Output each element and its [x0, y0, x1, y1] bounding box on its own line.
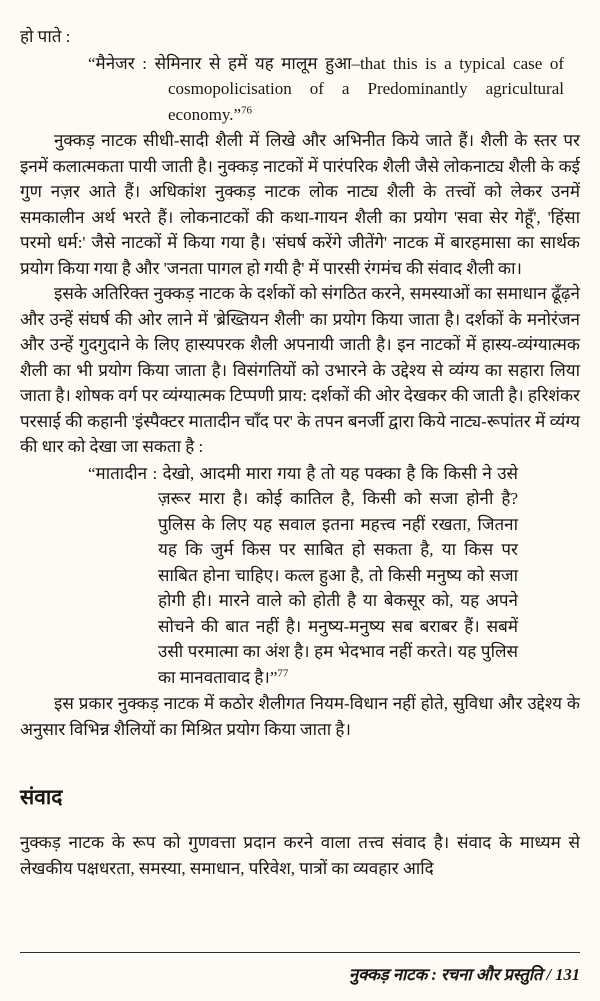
page-footer — [20, 952, 580, 988]
section-heading-samvad: संवाद — [20, 785, 63, 809]
quote-matadin-speaker: “मातादीन : — [88, 463, 163, 483]
paragraph-brecht-style: इसके अतिरिक्त नुक्कड़ नाटक के दर्शकों को संगठित करने, समस्याओं का समाधान ढूँढ़ने और उन्हें संघर्ष की ओर लाने में 'ब्रेख्तियन शैली' का प्रयोग किया जाता है। दर्शकों के मनोरंजन और उन्हें गुदगुदाने के लिए हास्यपरक शैली अपनायी जाती है। इन नाटकों में हास्य-व्यंग्यात्मक शैली का भी प्रयोग किया जाता है। विसंगतियों को उभारने के उद्देश्य से व्यंग्य का सहारा लिया जाता है। शोषक वर्ग पर व्यंग्यात्मक टिप्पणी प्राय: दर्शकों की ओर देखकर की जाती है। हरिशंकर परसाई की कहानी 'इंस्पैक्टर मातादीन चाँद पर' के तपन बनर्जी द्वारा किये नाट्य-रूपांतर में व्यंग्य की धार को देखा जा सकता है : — [20, 284, 580, 456]
paragraph-conclusion: इस प्रकार नुक्कड़ नाटक में कठोर शैलीगत नियम-विधान नहीं होते, सुविधा और उद्देश्य के अनुसार विभिन्न शैलियों का मिश्रित प्रयोग किया जाता है। — [20, 694, 580, 739]
footer-divider — [20, 952, 580, 953]
running-footer-title-page-number: नुक्कड़ नाटक : रचना और प्रस्तुति / 131 — [349, 964, 580, 984]
footnote-ref-76: 76 — [241, 103, 253, 116]
paragraph-samvad: नुक्कड़ नाटक के रूप को गुणवत्ता प्रदान करने वाला तत्त्व संवाद है। संवाद के माध्यम से लेखकीय पक्षधरता, समस्या, समाधान, परिवेश, पात्रों का व्यवहार आदि — [20, 833, 580, 878]
quote-manager-speaker: “मैनेजर : — [88, 53, 155, 73]
footnote-ref-77: 77 — [277, 666, 289, 679]
quote-matadin — [88, 461, 518, 691]
quote-manager-text: सेमिनार से हमें यह मालूम हुआ–that this is a typical case of cosmopolicisation of a Predominantly agricultural economy.” — [154, 53, 565, 124]
paragraph-style: नुक्कड़ नाटक सीधी-सादी शैली में लिखे और अभिनीत किये जाते हैं। शैली के स्तर पर इनमें कलात्मकता पायी जाती है। नुक्कड़ नाटकों में पारंपरिक शैली जैसे लोकनाट्य शैली के कई गुण नज़र आते हैं। अधिकांश नुक्कड़ नाटक लोक नाट्य शैली के तत्त्वों को लेकर उनमें समकालीन अर्थ भरते हैं। लोकनाटकों की कथा-गायन शैली का प्रयोग 'सवा सेर गेहूँ', 'हिंसा परमो धर्म:' जैसे नाटकों में किया गया है। 'संघर्ष करेंगे जीतेंगे' नाटक में बारहमासा का सार्थक प्रयोग किया गया है और 'जनता पागल हो गयी है' में पारसी रंगमंच की संवाद शैली का। — [20, 131, 580, 278]
quote-manager — [88, 51, 565, 128]
intro-line: हो पाते : — [20, 27, 71, 46]
quote-matadin-text: देखो, आदमी मारा गया है तो यह पक्का है कि किसी ने उसे ज़रूर मारा है। कोई कातिल है, किसी को सजा होनी है? पुलिस के लिए यह सवाल इतना महत्त्व नहीं रखता, जितना यह कि जुर्म किस पर साबित हो सकता है, या किस पर साबित होना चाहिए। कत्ल हुआ है, तो किसी मनुष्य को सजा होगी ही। मारने वाले को होती है या बेकसूर को, यह अपने सोचने की बात नहीं है। मनुष्य-मनुष्य सब बराबर हैं। सबमें उसी परमात्मा का अंश है। हम भेदभाव नहीं करते। यह पुलिस का मानवतावाद है।” — [158, 463, 518, 687]
